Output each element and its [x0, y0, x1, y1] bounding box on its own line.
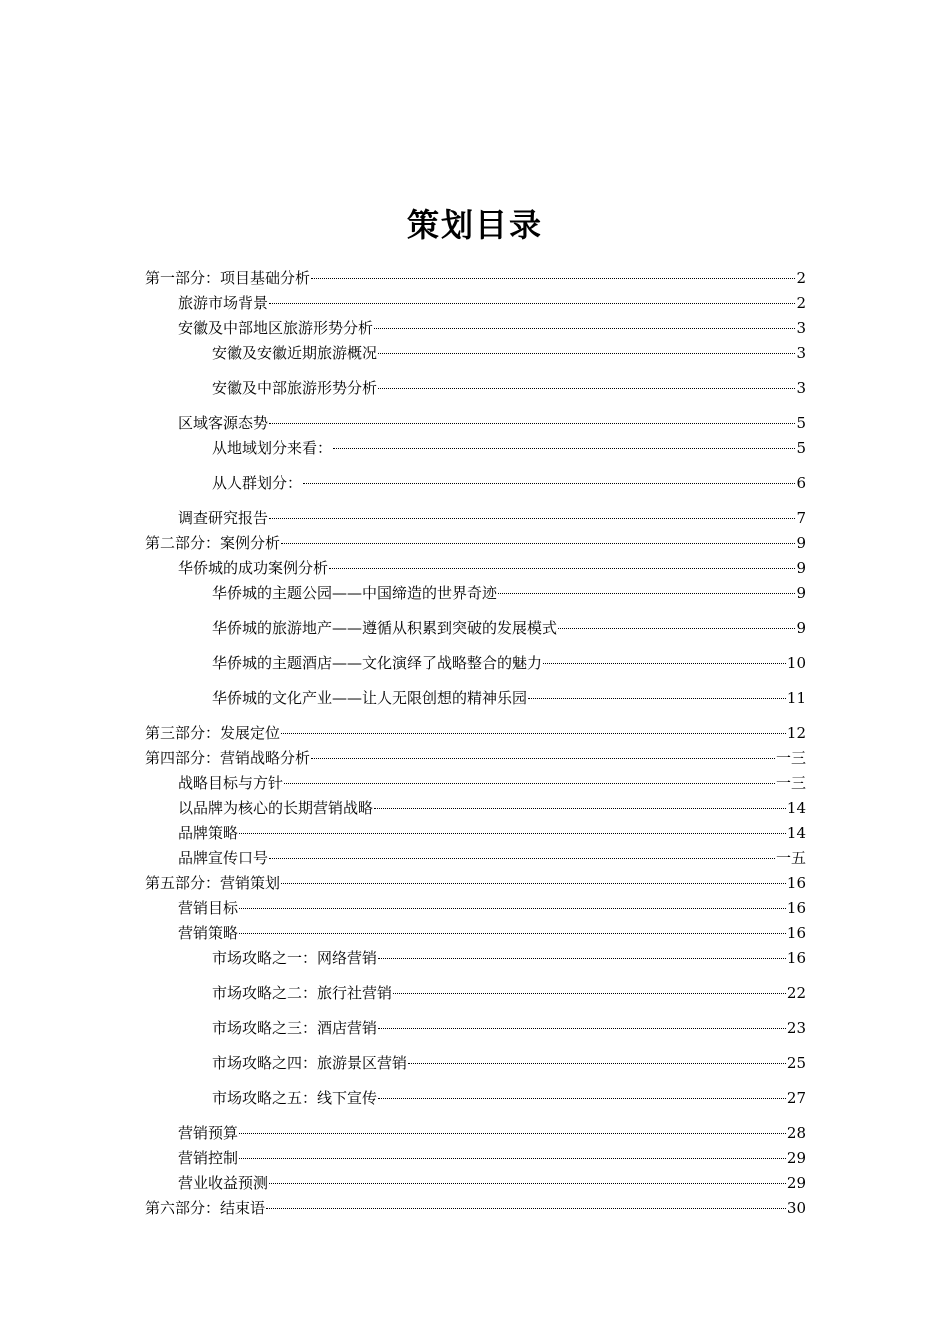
toc-leader-dots [266, 1208, 786, 1209]
toc-leader-dots [378, 388, 795, 389]
toc-leader-dots [269, 858, 775, 859]
page-title: 策划目录 [406, 206, 543, 244]
toc-page-number: 3 [796, 379, 806, 397]
toc-entry[interactable] [212, 378, 806, 398]
toc-entry-title: 营销策略 [178, 924, 239, 942]
toc-entry[interactable] [178, 508, 806, 528]
toc-entry-title: 从人群划分： [212, 474, 303, 492]
toc-page-number: 27 [786, 1089, 806, 1107]
toc-entry[interactable] [178, 318, 806, 338]
toc-page-number: 一三 [775, 749, 806, 767]
toc-entry[interactable] [212, 1088, 806, 1108]
toc-entry[interactable] [178, 1148, 806, 1168]
toc-leader-dots [239, 908, 786, 909]
toc-page-number: 9 [796, 559, 806, 577]
toc-entry-title: 市场攻略之一：网络营销 [212, 949, 378, 967]
toc-page-number: 5 [796, 414, 806, 432]
toc-leader-dots [239, 1158, 786, 1159]
toc-page-number: 9 [796, 619, 806, 637]
toc-page-number: 29 [786, 1149, 806, 1167]
toc-entry[interactable] [178, 923, 806, 943]
toc-leader-dots [329, 568, 795, 569]
toc-page-number: 16 [786, 874, 806, 892]
toc-page-number: 9 [796, 584, 806, 602]
toc-entry[interactable] [212, 1053, 806, 1073]
toc-entry-title: 华侨城的成功案例分析 [178, 559, 329, 577]
toc-page-number: 23 [786, 1019, 806, 1037]
toc-leader-dots [281, 733, 786, 734]
toc-entry-title: 安徽及安徽近期旅游概况 [212, 344, 378, 362]
toc-leader-dots [558, 628, 795, 629]
toc-entry-title: 第一部分：项目基础分析 [145, 269, 311, 287]
toc-leader-dots [543, 663, 786, 664]
toc-leader-dots [378, 1028, 786, 1029]
toc-entry-title: 营业收益预测 [178, 1174, 269, 1192]
toc-entry-title: 第五部分：营销策划 [145, 874, 281, 892]
toc-entry[interactable] [178, 823, 806, 843]
toc-entry-title: 营销预算 [178, 1124, 239, 1142]
toc-entry[interactable] [212, 473, 806, 493]
toc-leader-dots [239, 1133, 786, 1134]
toc-leader-dots [333, 448, 795, 449]
toc-entry-title: 营销目标 [178, 899, 239, 917]
toc-entry-title: 华侨城的主题酒店——文化演绎了战略整合的魅力 [212, 654, 543, 672]
toc-entry[interactable] [212, 1018, 806, 1038]
toc-entry[interactable] [178, 773, 806, 793]
toc-entry-title: 市场攻略之二：旅行社营销 [212, 984, 393, 1002]
toc-page-number: 22 [786, 984, 806, 1002]
toc-entry-title: 品牌宣传口号 [178, 849, 269, 867]
toc-entry-title: 从地域划分来看： [212, 439, 333, 457]
toc-leader-dots [378, 353, 795, 354]
toc-entry[interactable] [212, 948, 806, 968]
toc-leader-dots [528, 698, 786, 699]
toc-entry-title: 安徽及中部旅游形势分析 [212, 379, 378, 397]
toc-page-number: 16 [786, 949, 806, 967]
toc-entry[interactable] [212, 983, 806, 1003]
toc-page-number: 5 [796, 439, 806, 457]
toc-entry[interactable] [178, 1123, 806, 1143]
toc-entry-title: 华侨城的文化产业——让人无限创想的精神乐园 [212, 689, 528, 707]
toc-leader-dots [374, 328, 795, 329]
toc-page-number: 12 [786, 724, 806, 742]
toc-page-number: 6 [796, 474, 806, 492]
toc-entry[interactable] [212, 653, 806, 673]
toc-entry-title: 区域客源态势 [178, 414, 269, 432]
toc-leader-dots [281, 883, 786, 884]
toc-leader-dots [269, 518, 795, 519]
toc-entry[interactable] [145, 873, 806, 893]
toc-entry[interactable] [178, 798, 806, 818]
toc-leader-dots [378, 1098, 786, 1099]
toc-leader-dots [311, 278, 795, 279]
toc-leader-dots [303, 483, 795, 484]
toc-page-number: 7 [796, 509, 806, 527]
toc-entry-title: 安徽及中部地区旅游形势分析 [178, 319, 374, 337]
toc-entry[interactable] [145, 533, 806, 553]
toc-entry-title: 战略目标与方针 [178, 774, 284, 792]
toc-leader-dots [498, 593, 795, 594]
toc-entry-title: 第三部分：发展定位 [145, 724, 281, 742]
toc-entry-title: 华侨城的主题公园——中国缔造的世界奇迹 [212, 584, 498, 602]
toc-page-number: 14 [786, 799, 806, 817]
toc-entry[interactable] [212, 438, 806, 458]
toc-page-number: 14 [786, 824, 806, 842]
toc-leader-dots [239, 833, 786, 834]
toc-entry[interactable] [145, 268, 806, 288]
toc-leader-dots [378, 958, 786, 959]
toc-page-number: 25 [786, 1054, 806, 1072]
toc-entry[interactable] [178, 558, 806, 578]
toc-leader-dots [374, 808, 786, 809]
toc-page-number: 2 [796, 269, 806, 287]
toc-leader-dots [311, 758, 775, 759]
toc-leader-dots [393, 993, 786, 994]
toc-entry[interactable] [145, 1198, 806, 1218]
toc-entry-title: 营销控制 [178, 1149, 239, 1167]
toc-page-number: 28 [786, 1124, 806, 1142]
toc-entry-title: 华侨城的旅游地产——遵循从积累到突破的发展模式 [212, 619, 558, 637]
toc-entry-title: 旅游市场背景 [178, 294, 269, 312]
toc-entry-title: 市场攻略之四：旅游景区营销 [212, 1054, 408, 1072]
toc-entry-title: 以品牌为核心的长期营销战略 [178, 799, 374, 817]
toc-entry[interactable] [212, 583, 806, 603]
toc-entry-title: 第六部分：结束语 [145, 1199, 266, 1217]
toc-entry-title: 第四部分：营销战略分析 [145, 749, 311, 767]
toc-page-number: 16 [786, 899, 806, 917]
toc-page-number: 3 [796, 319, 806, 337]
toc-entry-title: 第二部分：案例分析 [145, 534, 281, 552]
toc-page-number: 16 [786, 924, 806, 942]
toc-page-number: 11 [786, 689, 806, 707]
toc-leader-dots [408, 1063, 786, 1064]
toc-entry-title: 市场攻略之五：线下宣传 [212, 1089, 378, 1107]
toc-page-number: 30 [786, 1199, 806, 1217]
toc-entry-title: 市场攻略之三：酒店营销 [212, 1019, 378, 1037]
toc-leader-dots [269, 1183, 786, 1184]
toc-entry[interactable] [212, 618, 806, 638]
toc-page-number: 一五 [775, 849, 806, 867]
toc-page-number: 29 [786, 1174, 806, 1192]
toc-entry[interactable] [212, 688, 806, 708]
toc-entry[interactable] [212, 343, 806, 363]
toc-entry[interactable] [145, 748, 806, 768]
toc-entry[interactable] [178, 293, 806, 313]
toc-entry[interactable] [178, 898, 806, 918]
toc-page-number: 一三 [775, 774, 806, 792]
toc-entry-title: 调查研究报告 [178, 509, 269, 527]
toc-leader-dots [239, 933, 786, 934]
toc-leader-dots [269, 303, 795, 304]
toc-leader-dots [281, 543, 795, 544]
toc-entry[interactable] [178, 413, 806, 433]
toc-entry[interactable] [178, 1173, 806, 1193]
toc-page-number: 3 [796, 344, 806, 362]
toc-page-number: 10 [786, 654, 806, 672]
toc-leader-dots [284, 783, 775, 784]
toc-entry[interactable] [178, 848, 806, 868]
toc-entry-title: 品牌策略 [178, 824, 239, 842]
toc-page-number: 2 [796, 294, 806, 312]
toc-page-number: 9 [796, 534, 806, 552]
toc-leader-dots [269, 423, 795, 424]
toc-entry[interactable] [145, 723, 806, 743]
